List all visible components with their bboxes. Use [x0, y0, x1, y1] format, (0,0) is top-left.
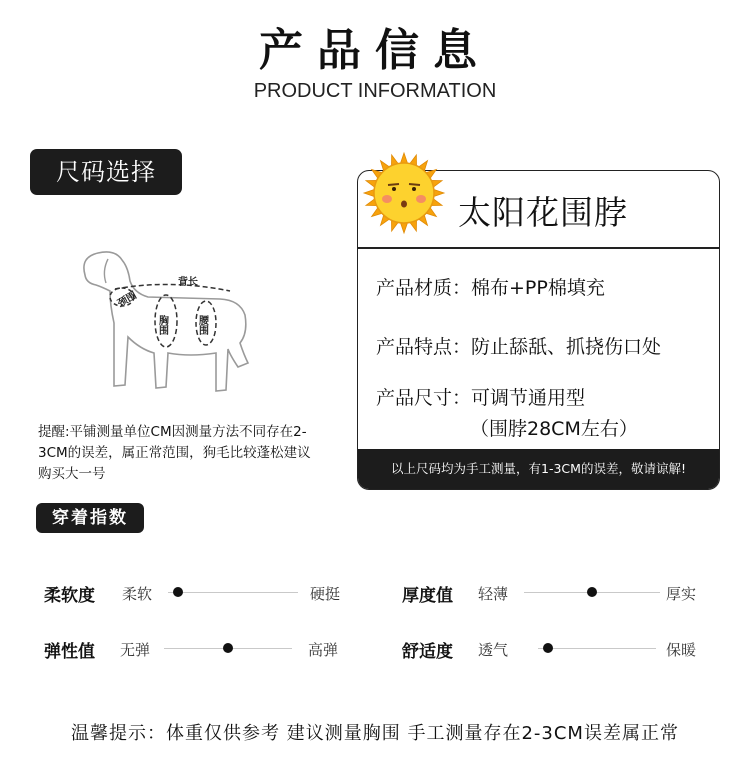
index-right-label: 厚实 [666, 585, 697, 603]
sunflower-cheek-right [416, 195, 426, 203]
sunflower-brow-left [388, 184, 399, 185]
sunflower-cheek-left [382, 195, 392, 203]
measurement-note: 提醒:平铺测量单位CM因测量方法不同存在2-3CM的误差，属正常范围，狗毛比较蓬松建议 购买大一号 [38, 424, 311, 482]
sunflower-icon [352, 141, 456, 245]
dog-ear [104, 259, 108, 283]
wear-index-row [402, 580, 712, 606]
spec-row [376, 383, 585, 410]
index-right-label: 硬挺 [310, 585, 341, 603]
wear-index-tag: 穿着指数 [36, 503, 144, 533]
spec-value: 可调节通用型 [471, 387, 586, 409]
index-left-label: 透气 [478, 641, 509, 659]
spec-label: 产品特点： [376, 336, 472, 358]
spec-label: 产品尺寸： [376, 387, 472, 409]
sunflower-mouth [401, 201, 407, 208]
wear-index-row [402, 636, 712, 662]
page-subtitle: PRODUCT INFORMATION [253, 80, 497, 102]
spec-value: 棉布+PP棉填充 [471, 277, 605, 299]
dog-measurement-diagram [70, 245, 270, 405]
neck-label: 颈围 [116, 290, 139, 310]
index-label: 弹性值 [44, 642, 95, 662]
spec-row [376, 332, 661, 359]
sunflower-eye-left [392, 187, 396, 191]
page-title: 产品信息 [259, 25, 491, 76]
spec-value: 防止舔舐、抓挠伤口处 [471, 336, 662, 358]
back-length-label: 背长 [178, 277, 198, 288]
card-divider [358, 247, 719, 249]
sunflower-eye-right [412, 187, 416, 191]
index-left-label: 柔软 [122, 585, 153, 603]
wear-index-row [44, 636, 354, 662]
product-name: 太阳花围脖 [458, 193, 628, 232]
spec-row [376, 273, 605, 300]
index-right-label: 高弹 [308, 641, 339, 659]
index-left-label: 无弹 [120, 641, 151, 659]
index-marker [543, 643, 553, 653]
index-marker [587, 587, 597, 597]
card-footer-note: 以上尺码均为手工测量，有1-3CM的误差，敬请谅解! [358, 449, 719, 489]
index-track [538, 648, 656, 649]
size-note: （围脖28CM左右） [470, 418, 638, 440]
index-right-label: 保暖 [666, 641, 697, 659]
footer-tip: 温馨提示：体重仅供参考 建议测量胸围 手工测量存在2-3CM误差属正常 [71, 723, 679, 744]
index-left-label: 轻薄 [478, 585, 509, 603]
index-track [168, 592, 298, 593]
wear-index-row [44, 580, 354, 606]
index-label: 舒适度 [402, 642, 453, 662]
index-label: 厚度值 [402, 586, 453, 606]
spec-label: 产品材质： [376, 277, 472, 299]
index-marker [173, 587, 183, 597]
size-selection-tag: 尺码选择 [30, 149, 182, 195]
index-marker [223, 643, 233, 653]
index-label: 柔软度 [44, 586, 95, 606]
waist-label: 腰围 [196, 315, 208, 335]
sunflower-face [374, 163, 434, 223]
sunflower-brow-right [409, 184, 420, 185]
chest-label: 胸围 [156, 315, 168, 335]
